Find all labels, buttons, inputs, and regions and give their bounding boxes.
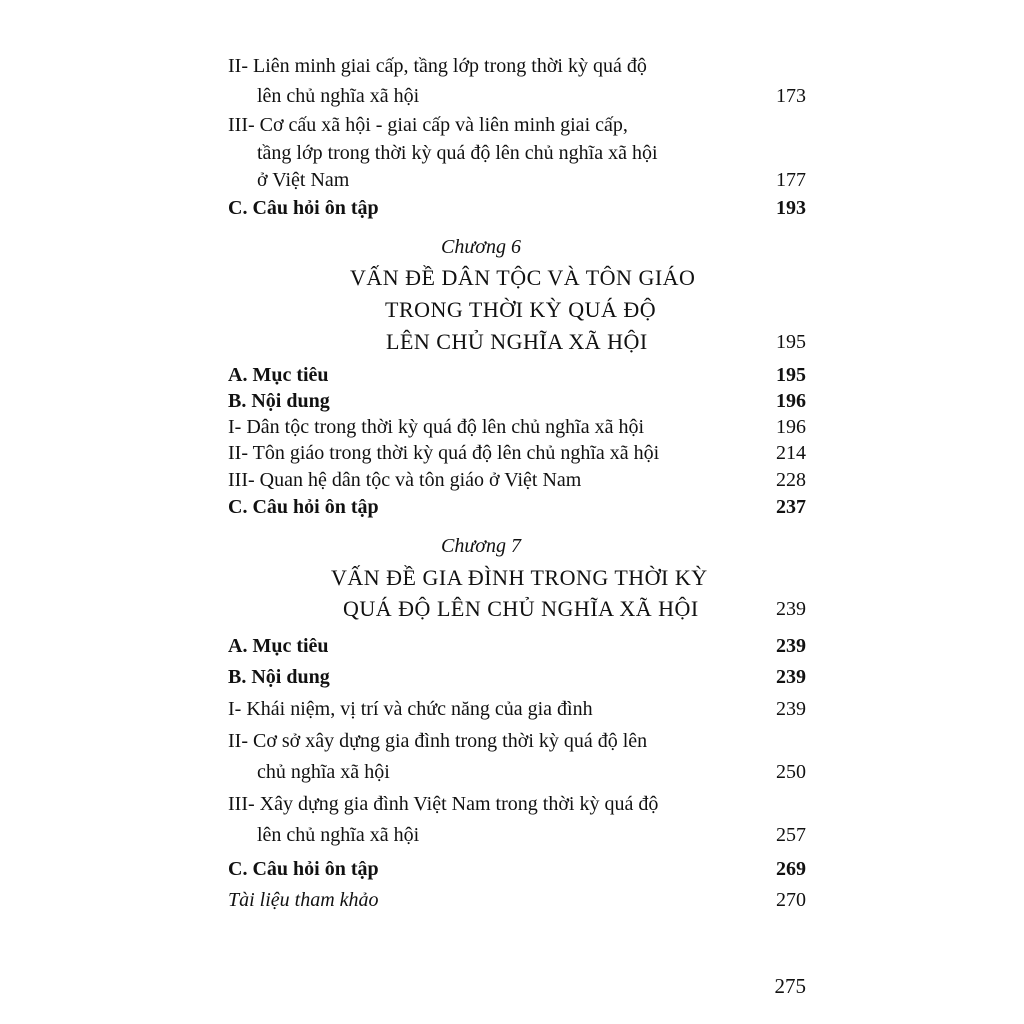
chapter-6-title-line xyxy=(228,326,806,358)
toc-entry-text: C. Câu hỏi ôn tập xyxy=(228,197,379,219)
toc-entry xyxy=(228,695,806,723)
toc-entry-review-questions xyxy=(228,855,806,883)
toc-entry-page: 196 xyxy=(776,416,806,438)
toc-entry-content xyxy=(228,663,806,691)
chapter-title-text: TRONG THỜI KỲ QUÁ ĐỘ xyxy=(385,297,657,322)
chapter-6-title-line xyxy=(228,262,806,294)
chapter-7-label: Chương 7 xyxy=(441,535,521,557)
toc-entry-text: Tài liệu tham khảo xyxy=(228,889,379,911)
toc-entry-content xyxy=(228,387,806,415)
toc-entry-page: 193 xyxy=(776,197,806,219)
toc-entry xyxy=(228,439,806,467)
toc-entry xyxy=(228,82,806,110)
toc-entry-text: A. Mục tiêu xyxy=(228,364,329,386)
chapter-title-text: VẤN ĐỀ GIA ĐÌNH TRONG THỜI KỲ xyxy=(331,565,708,590)
toc-entry-text: lên chủ nghĩa xã hội xyxy=(257,824,420,846)
toc-entry-text: ở Việt Nam xyxy=(257,169,350,191)
toc-entry-page: 177 xyxy=(776,169,806,191)
toc-entry xyxy=(228,139,806,167)
toc-entry-page: 196 xyxy=(776,390,806,412)
toc-entry xyxy=(228,111,806,139)
toc-entry-text: II- Cơ sở xây dựng gia đình trong thời kỳ quá độ lên xyxy=(228,730,648,752)
toc-entry xyxy=(228,466,806,494)
chapter-7-page: 239 xyxy=(776,598,806,620)
toc-entry-text: II- Tôn giáo trong thời kỳ quá độ lên chủ nghĩa xã hội xyxy=(228,442,660,464)
toc-entry-page: 173 xyxy=(776,85,806,107)
toc-entry-text: III- Cơ cấu xã hội - giai cấp và liên minh giai cấp, xyxy=(228,114,628,136)
toc-entry xyxy=(228,166,806,194)
page-number: 275 xyxy=(774,974,806,998)
toc-entry-text: I- Khái niệm, vị trí và chức năng của gia đình xyxy=(228,698,593,720)
toc-entry-text: B. Nội dung xyxy=(228,666,330,688)
toc-entry-page: 269 xyxy=(776,858,806,880)
toc-entry xyxy=(228,790,806,818)
toc-entry-text: A. Mục tiêu xyxy=(228,635,329,657)
toc-entry-page: 214 xyxy=(776,442,806,464)
chapter-6-label: Chương 6 xyxy=(441,236,521,258)
toc-entry-page: 239 xyxy=(776,666,806,688)
toc-entry-text: III- Quan hệ dân tộc và tôn giáo ở Việt Nam xyxy=(228,469,582,491)
chapter-7-title-line xyxy=(228,562,806,594)
toc-entry-review-questions xyxy=(228,194,806,222)
toc-entry-page: 228 xyxy=(776,469,806,491)
chapter-6-page: 195 xyxy=(776,331,806,353)
toc-entry-page: 250 xyxy=(776,761,806,783)
toc-entry-text: chủ nghĩa xã hội xyxy=(257,761,390,783)
toc-entry xyxy=(228,727,806,755)
chapter-7-title-line xyxy=(228,593,806,625)
toc-entry-page: 239 xyxy=(776,635,806,657)
toc-entry-page: 237 xyxy=(776,496,806,518)
toc-entry-objectives xyxy=(228,361,806,389)
toc-entry-page: 270 xyxy=(776,889,806,911)
toc-entry-text: II- Liên minh giai cấp, tầng lớp trong thời kỳ quá độ xyxy=(228,55,647,77)
chapter-title-text: LÊN CHỦ NGHĨA XÃ HỘI xyxy=(386,329,648,354)
toc-entry-page: 195 xyxy=(776,364,806,386)
toc-entry xyxy=(228,52,806,80)
toc-entry xyxy=(228,758,806,786)
toc-entry-references xyxy=(228,886,806,914)
toc-entry-text: B. Nội dung xyxy=(228,390,330,412)
toc-entry-text: tầng lớp trong thời kỳ quá độ lên chủ nghĩa xã hội xyxy=(257,142,658,164)
chapter-title-text: QUÁ ĐỘ LÊN CHỦ NGHĨA XÃ HỘI xyxy=(343,596,699,621)
toc-entry-text: III- Xây dựng gia đình Việt Nam trong thời kỳ quá độ xyxy=(228,793,659,815)
toc-entry-text: C. Câu hỏi ôn tập xyxy=(228,496,379,518)
toc-entry-review-questions xyxy=(228,493,806,521)
toc-entry xyxy=(228,821,806,849)
toc-entry-page: 257 xyxy=(776,824,806,846)
toc-entry-objectives xyxy=(228,632,806,660)
toc-entry-page: 239 xyxy=(776,698,806,720)
chapter-title-text: VẤN ĐỀ DÂN TỘC VÀ TÔN GIÁO xyxy=(350,265,696,290)
toc-entry-text: lên chủ nghĩa xã hội xyxy=(257,85,420,107)
toc-entry xyxy=(228,413,806,441)
toc-entry-text: I- Dân tộc trong thời kỳ quá độ lên chủ nghĩa xã hội xyxy=(228,416,645,438)
chapter-6-title-line xyxy=(228,294,806,326)
toc-entry-text: C. Câu hỏi ôn tập xyxy=(228,858,379,880)
